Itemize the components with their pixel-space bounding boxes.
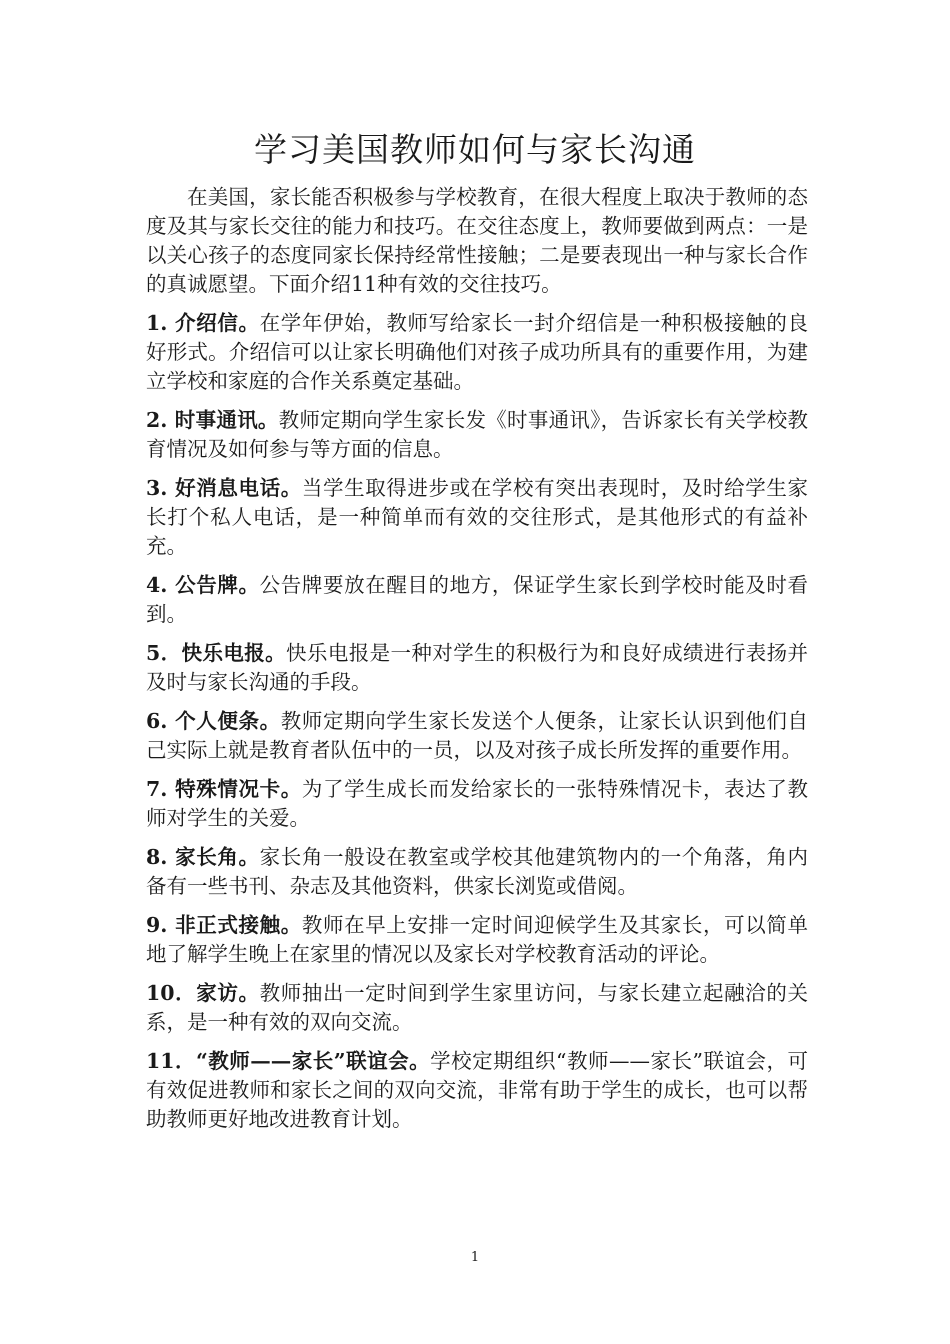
- item-title: 4. 公告牌。: [146, 573, 260, 597]
- item-title: 5．快乐电报。: [146, 641, 287, 665]
- item-body: 学校定期组织“教师——家长”联谊会，可有效促进教师和家长之间的双向交流，非常有助于学生的成长，也可以帮助教师更好地改进教育计划。: [146, 1049, 808, 1131]
- list-item: [146, 911, 808, 969]
- list-item: [146, 639, 808, 697]
- item-body: 家长角一般设在教室或学校其他建筑物内的一个角落，角内备有一些书刊、杂志及其他资料，供家长浏览或借阅。: [146, 845, 809, 898]
- item-title: 2. 时事通讯。: [146, 408, 279, 432]
- item-body: 快乐电报是一种对学生的积极行为和良好成绩进行表扬并及时与家长沟通的手段。: [146, 641, 809, 694]
- item-title: 6. 个人便条。: [146, 709, 281, 733]
- document-body: [146, 183, 808, 1144]
- list-item: [146, 309, 808, 396]
- list-item: [146, 979, 808, 1037]
- item-body: 在学年伊始，教师写给家长一封介绍信是一种积极接触的良好形式。介绍信可以让家长明确他们对孩子成功所具有的重要作用，为建立学校和家庭的合作关系奠定基础。: [146, 311, 809, 393]
- list-item: [146, 1047, 808, 1134]
- list-item: [146, 775, 808, 833]
- item-body: 教师定期向学生家长发《时事通讯》，告诉家长有关学校教育情况及如何参与等方面的信息。: [146, 408, 809, 461]
- list-item: [146, 571, 808, 629]
- item-body: 公告牌要放在醒目的地方，保证学生家长到学校时能及时看到。: [146, 573, 809, 626]
- list-item: [146, 406, 808, 464]
- list-item: [146, 474, 808, 561]
- intro-paragraph: 在美国，家长能否积极参与学校教育，在很大程度上取决于教师的态度及其与家长交往的能力和技巧。在交往态度上，教师要做到两点：一是以关心孩子的态度同家长保持经常性接触；二是要表现出一种与家长合作的真诚愿望。下面介绍11种有效的交往技巧。: [146, 185, 808, 296]
- item-body: 为了学生成长而发给家长的一张特殊情况卡，表达了教师对学生的关爱。: [146, 777, 808, 830]
- list-item: [146, 707, 808, 765]
- item-title: 11．“教师——家长”联谊会。: [146, 1049, 431, 1073]
- page-number: 1: [470, 1250, 480, 1265]
- item-title: 3. 好消息电话。: [146, 476, 302, 500]
- item-body: 教师在早上安排一定时间迎候学生及其家长，可以简单地了解学生晚上在家里的情况以及家长对学校教育活动的评论。: [146, 913, 808, 966]
- item-title: 7. 特殊情况卡。: [146, 777, 302, 801]
- item-body: 当学生取得进步或在学校有突出表现时，及时给学生家长打个私人电话，是一种简单而有效的交往形式，是其他形式的有益补充。: [146, 476, 808, 558]
- item-body: 教师抽出一定时间到学生家里访问，与家长建立起融洽的关系，是一种有效的双向交流。: [146, 981, 808, 1034]
- item-body: 教师定期向学生家长发送个人便条，让家长认识到他们自己实际上就是教育者队伍中的一员，以及对孩子成长所发挥的重要作用。: [146, 709, 808, 762]
- list-item: [146, 843, 808, 901]
- item-title: 8. 家长角。: [146, 845, 260, 869]
- item-title: 1. 介绍信。: [146, 311, 260, 335]
- item-title: 10．家访。: [146, 981, 260, 1005]
- item-title: 9. 非正式接触。: [146, 913, 302, 937]
- document-title: 学习美国教师如何与家长沟通: [254, 130, 696, 169]
